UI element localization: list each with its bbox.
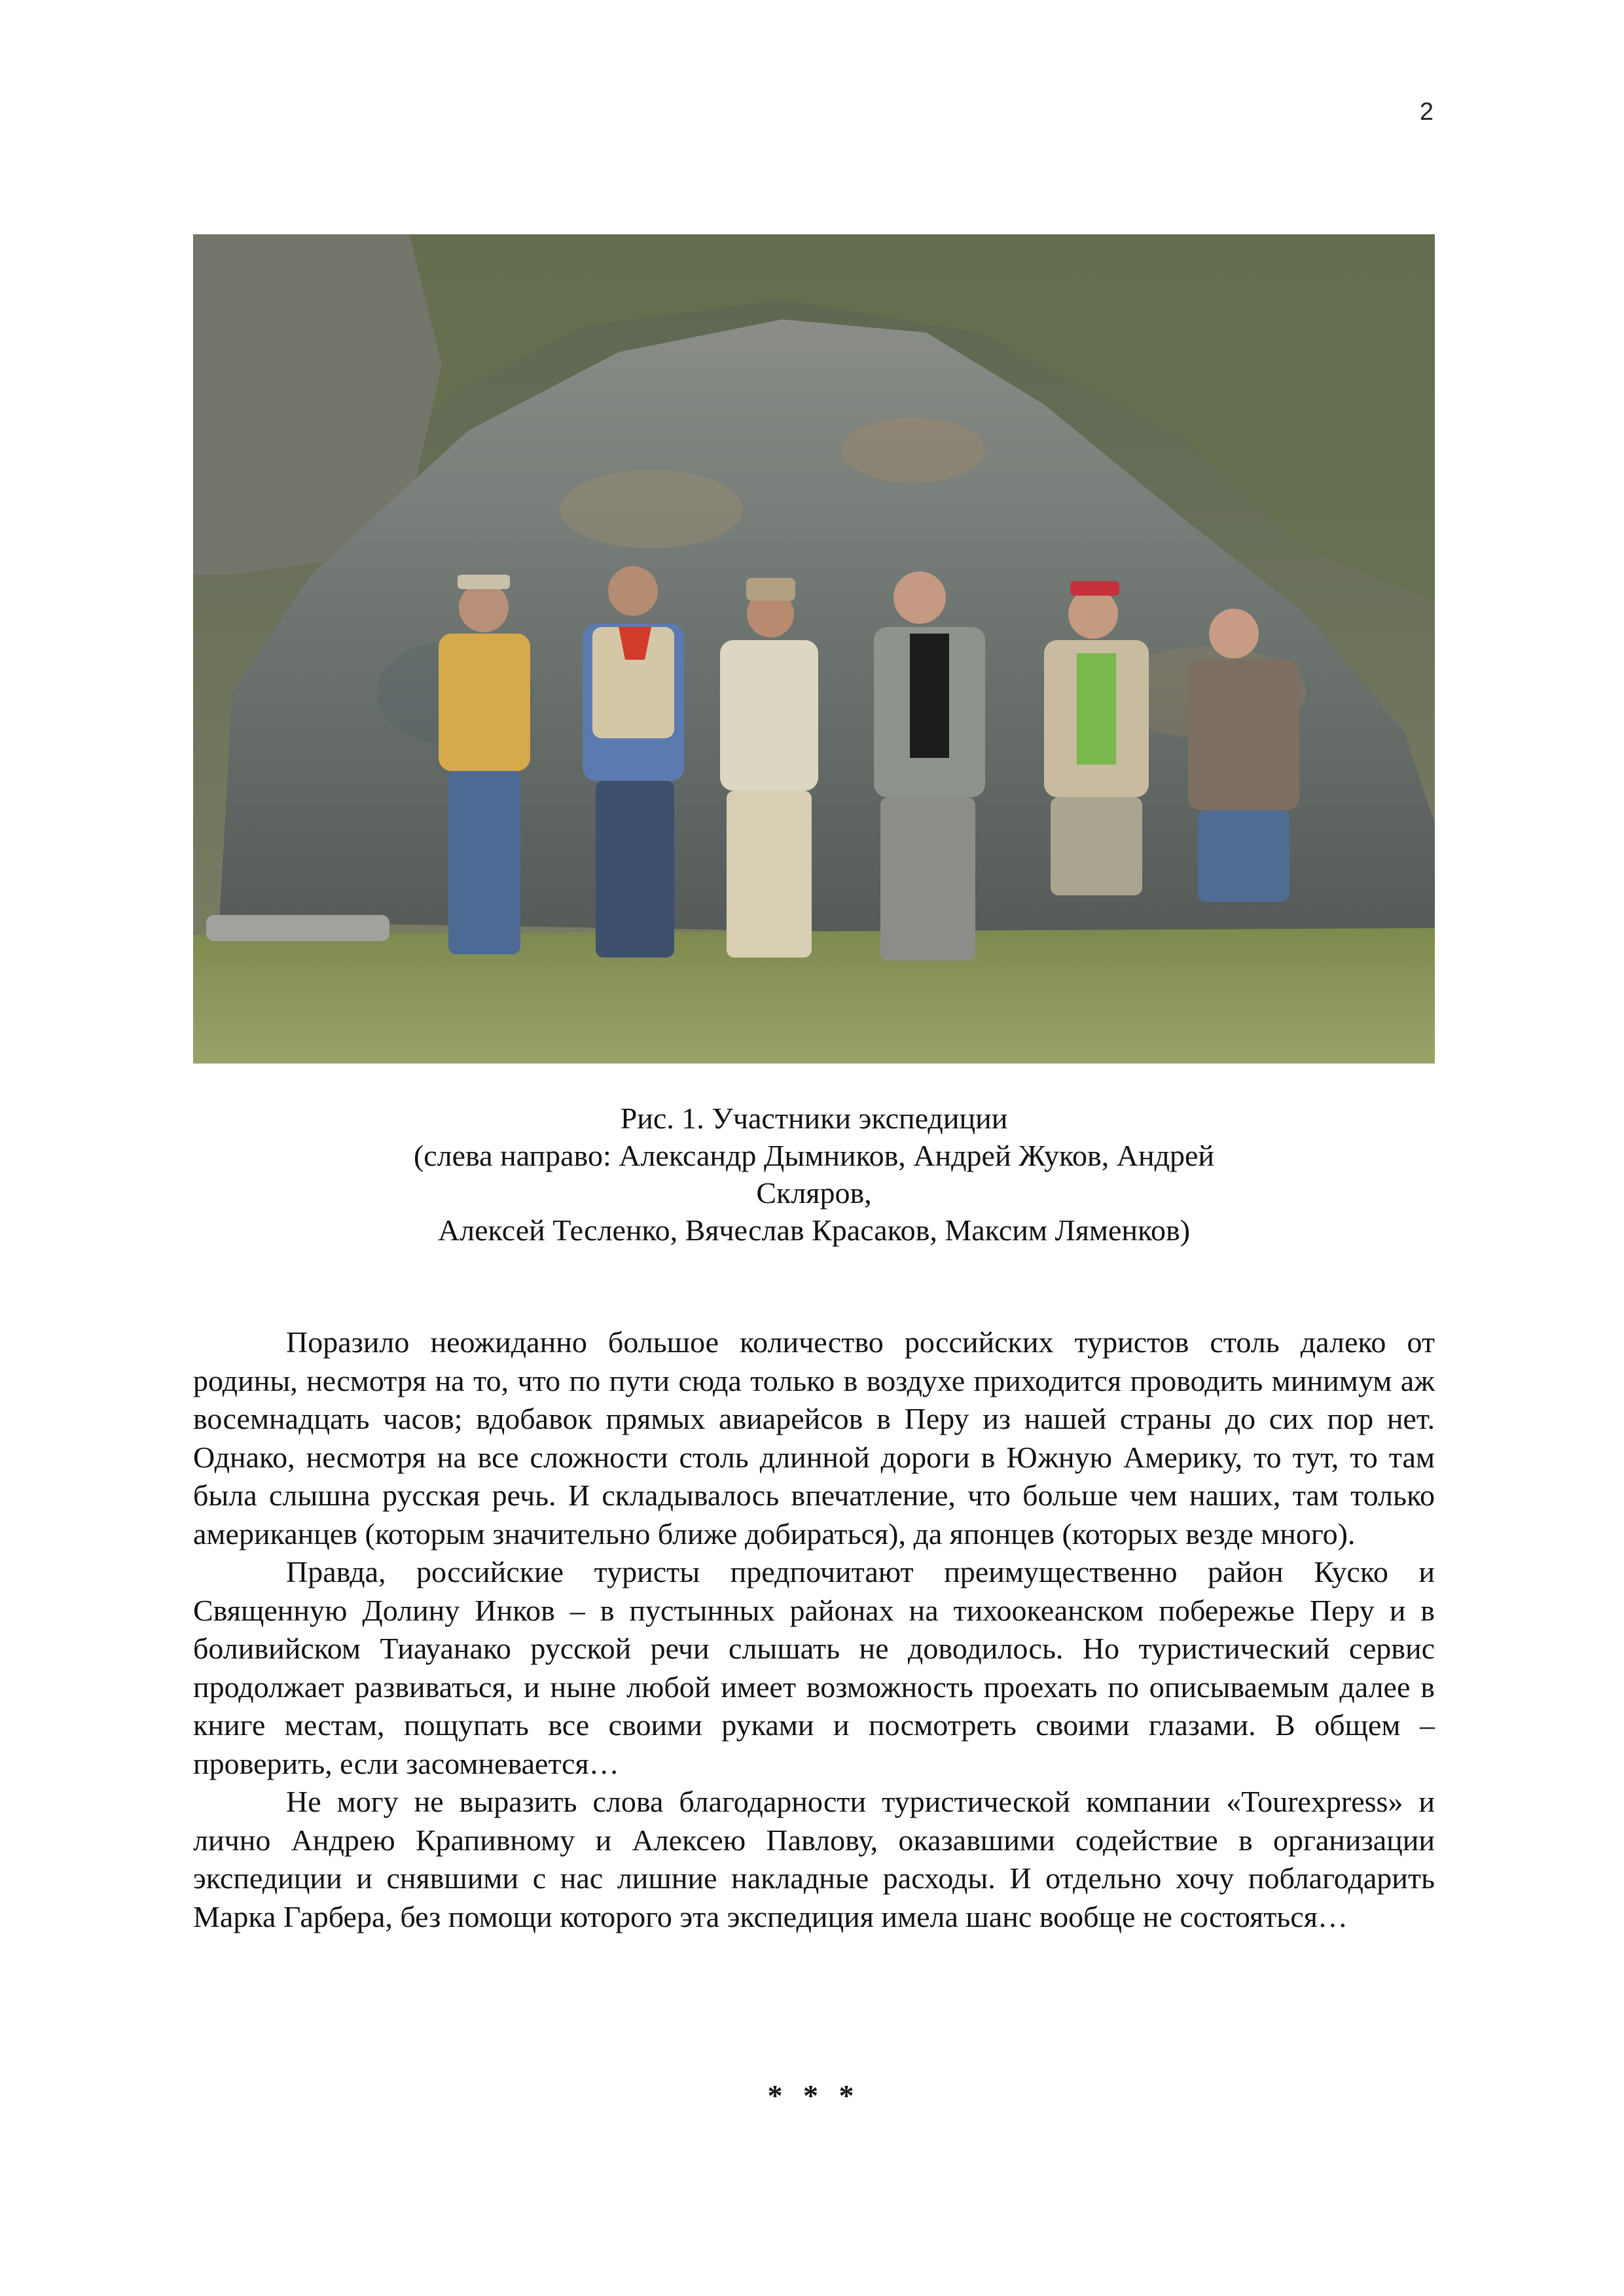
caption-line: Рис. 1. Участники экспедиции — [620, 1102, 1008, 1135]
body-text — [193, 1323, 1435, 1936]
caption-line: Скляров, — [756, 1176, 872, 1210]
paragraph: Поразило неожиданно большое количество российских туристов столь далеко от родины, несмотря на то, что по пути сюда только в воздухе приходится проводить минимум аж восемнадцать часов; вдобавок прямых авиарейсов в Перу из нашей страны до сих пор нет. Однако, несмотря на все сложности столь длинной дороги в Южную Америку, то тут, то там была слышна русская речь. И складывалось впечатление, что больше чем наших, там только американцев (которым значительно ближе добираться), да японцев (которых везде много). — [193, 1325, 1435, 1551]
expedition-photo — [193, 234, 1435, 1064]
page-number: 2 — [1419, 98, 1434, 126]
figure-caption — [193, 1100, 1435, 1249]
caption-line: Алексей Тесленко, Вячеслав Красаков, Максим Ляменков) — [437, 1213, 1191, 1247]
section-separator: * * * — [767, 2079, 861, 2112]
paragraph: Не могу не выразить слова благодарности туристической компании «Tourexpress» и лично Андрею Крапивному и Алексею Павлову, оказавшими содействие в организации экспедиции и снявшими с нас лишние накладные расходы. И отдельно хочу поблагодарить Марка Гарбера, без помощи которого эта экспедиция имела шанс вообще не состояться… — [193, 1785, 1435, 1933]
paragraph: Правда, российские туристы предпочитают преимущественно район Куско и Священную Долину Инков – в пустынных районах на тихоокеанском побережье Перу и в боливийском Тиауанако русской речи слышать не доводилось. Но туристический сервис продолжает развиваться, и ныне любой имеет возможность проехать по описываемым далее в книге местам, пощупать все своими руками и посмотреть своими глазами. В общем – проверить, если засомневается… — [193, 1555, 1435, 1780]
caption-line: (слева направо: Александр Дымников, Андрей Жуков, Андрей — [413, 1139, 1215, 1172]
